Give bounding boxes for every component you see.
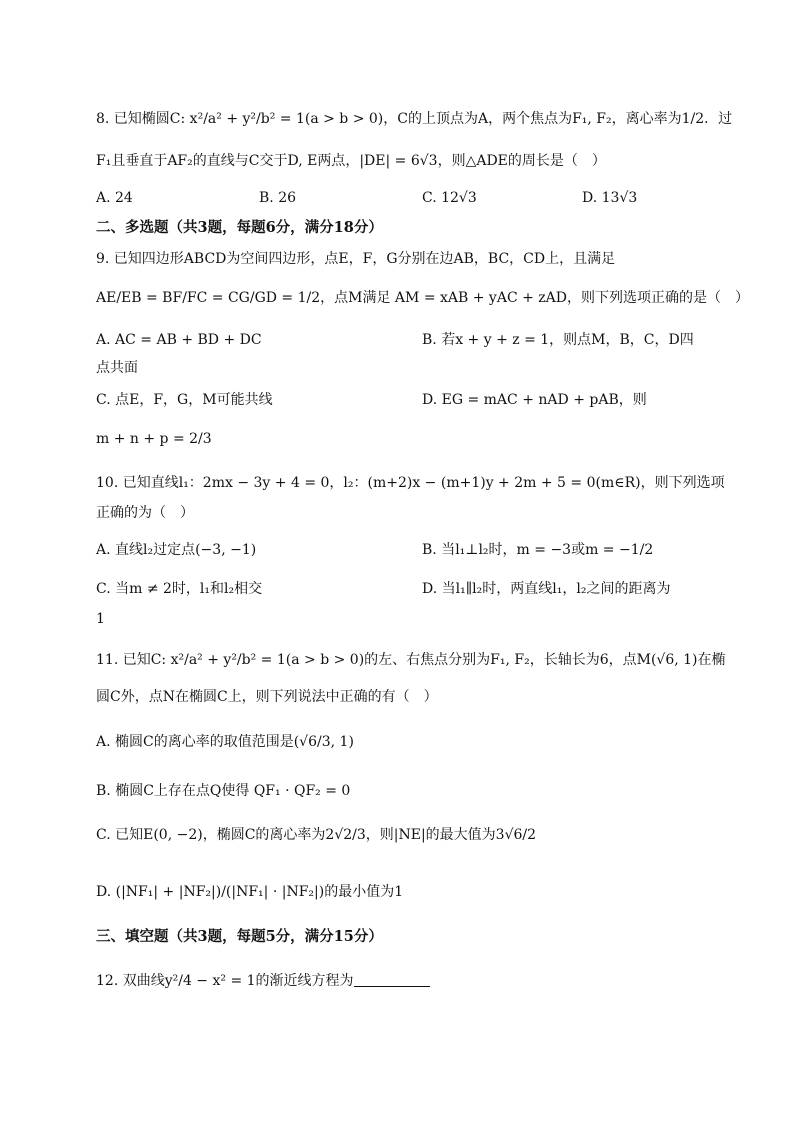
q10-line1: 10. 已知直线l₁：2mx − 3y + 4 = 0，l₂：(m+2)x − (m+1)y + 2m + 5 = 0(m∈R)，则下列选项 [96, 475, 725, 491]
q9-option-d: D. EG = mAC + nAD + pAB，则 [422, 392, 647, 408]
q11-option-b: B. 椭圆C上存在点Q使得 QF₁ · QF₂ = 0 [96, 783, 351, 799]
q12-line1 [96, 972, 430, 990]
q10-option-d-cont: 1 [96, 611, 105, 627]
q9-option-b: B. 若x + y + z = 1，则点M，B，C，D四 [422, 332, 694, 348]
q8-line2: F₁且垂直于AF₂的直线与C交于D, E两点，|DE| = 6√3，则△ADE的周长是（ ） [96, 153, 606, 169]
q11-line1: 11. 已知C: x²/a² + y²/b² = 1(a > b > 0)的左、右焦点分别为F₁, F₂，长轴长为6，点M(√6, 1)在椭 [96, 652, 726, 668]
q12-text: 12. 双曲线y²/4 − x² = 1的渐近线方程为 [96, 973, 354, 989]
q8-line1: 8. 已知椭圆C: x²/a² + y²/b² = 1(a > b > 0)，C的上顶点为A，两个焦点为F₁, F₂，离心率为1/2．过 [96, 111, 733, 127]
q9-line2: AE/EB = BF/FC = CG/GD = 1/2，点M满足 AM = xAB + yAC + zAD，则下列选项正确的是（ ） [96, 290, 750, 306]
section-2-title: 二、多选题（共3题，每题6分，满分18分） [96, 219, 383, 236]
q11-line2: 圆C外，点N在椭圆C上，则下列说法中正确的有（ ） [96, 689, 438, 705]
q8-option-a: A. 24 [96, 190, 133, 206]
q11-option-d: D. (|NF₁| + |NF₂|)/(|NF₁| · |NF₂|)的最小值为1 [96, 884, 404, 900]
q9-option-c: C. 点E，F，G，M可能共线 [96, 392, 273, 408]
q10-option-b: B. 当l₁⊥l₂时，m = −3或m = −1/2 [422, 542, 654, 558]
q11-option-c: C. 已知E(0, −2)，椭圆C的离心率为2√2/3，则|NE|的最大值为3√6/2 [96, 827, 537, 843]
q9-option-d-cont: m + n + p = 2/3 [96, 431, 212, 447]
answer-blank[interactable] [354, 972, 430, 987]
q8-option-d: D. 13√3 [582, 190, 638, 206]
q10-option-a: A. 直线l₂过定点(−3, −1) [96, 542, 257, 558]
q8-option-b: B. 26 [259, 190, 297, 206]
q11-option-a: A. 椭圆C的离心率的取值范围是(√6/3, 1) [96, 734, 354, 750]
q10-line2: 正确的为（ ） [96, 505, 194, 521]
q9-option-a: A. AC = AB + BD + DC [96, 332, 262, 348]
q9-option-b-cont: 点共面 [96, 360, 138, 376]
q8-option-c: C. 12√3 [422, 190, 477, 206]
q10-option-c: C. 当m ≠ 2时，l₁和l₂相交 [96, 581, 263, 597]
q9-line1: 9. 已知四边形ABCD为空间四边形，点E，F，G分别在边AB，BC，CD上，且满足 [96, 251, 616, 267]
q10-option-d: D. 当l₁∥l₂时，两直线l₁，l₂之间的距离为 [422, 581, 671, 597]
section-3-title: 三、填空题（共3题，每题5分，满分15分） [96, 928, 383, 945]
